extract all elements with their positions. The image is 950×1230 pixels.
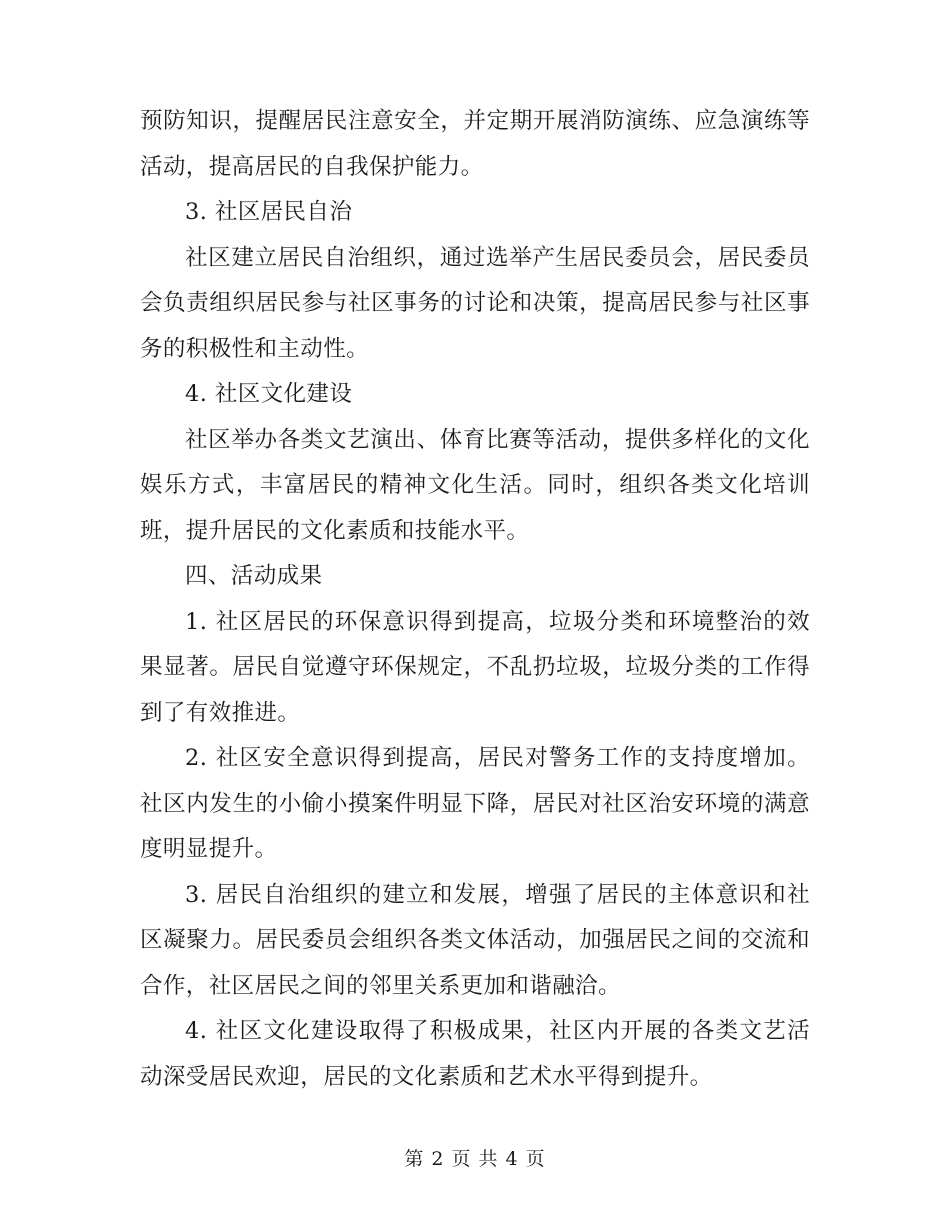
result-item-1: 1. 社区居民的环保意识得到提高，垃圾分类和环境整治的效果显著。居民自觉遵守环保规定，不乱扔垃圾，垃圾分类的工作得到了有效推进。 [140,608,810,726]
paragraph-1: 预防知识，提醒居民注意安全，并定期开展消防演练、应急演练等活动，提高居民的自我保护能力。 [140,108,810,180]
paragraph-5: 社区举办各类文艺演出、体育比赛等活动，提供多样化的文化娱乐方式，丰富居民的精神文化生活。同时，组织各类文化培训班，提升居民的文化素质和技能水平。 [140,426,810,544]
page-number-footer: 第 2 页 共 4 页 [404,1148,546,1170]
result-item-3: 3. 居民自治组织的建立和发展，增强了居民的主体意识和社区凝聚力。居民委员会组织各类文体活动，加强居民之间的交流和合作，社区居民之间的邻里关系更加和谐融洽。 [140,881,810,999]
section-heading-4: 4. 社区文化建设 [185,381,353,407]
document-body [140,99,810,1100]
chapter-heading-4: 四、活动成果 [185,563,323,589]
result-item-4: 4. 社区文化建设取得了积极成果，社区内开展的各类文艺活动深受居民欢迎，居民的文化素质和艺术水平得到提升。 [140,1018,810,1090]
paragraph-3: 社区建立居民自治组织，通过选举产生居民委员会，居民委员会负责组织居民参与社区事务的讨论和决策，提高居民参与社区事务的积极性和主动性。 [140,244,810,362]
section-heading-3: 3. 社区居民自治 [185,199,353,225]
result-item-2: 2. 社区安全意识得到提高，居民对警务工作的支持度增加。社区内发生的小偷小摸案件明显下降，居民对社区治安环境的满意度明显提升。 [140,745,810,862]
